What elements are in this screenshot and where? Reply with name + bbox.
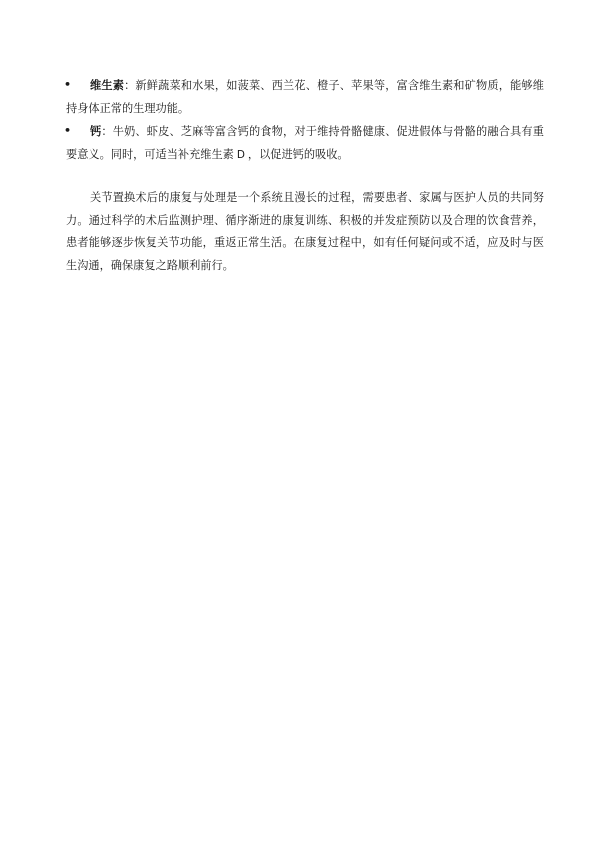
bullet-icon: • [64,78,72,91]
vitamin-letter: D [236,148,245,161]
bullet-term: 钙 [90,124,102,138]
bullet-item-vitamins [66,74,544,120]
bullet-icon: • [64,124,72,137]
bullet-item-calcium [66,120,544,166]
conclusion-paragraph: 关节置换术后的康复与处理是一个系统且漫长的过程，需要患者、家属与医护人员的共同努力。通过科学的术后监测护理、循序渐进的康复训练、积极的并发症预防以及合理的饮食营养，患者能够逐步恢复关节功能，重返正常生活。在康复过程中，如有任何疑问或不适，应及时与医生沟通，确保康复之路顺利前行。 [66,191,544,272]
bullet-text: ：牛奶、虾皮、芝麻等富含钙的食物，对于维持骨骼健康、促进假体与骨骼的融合具有重要意义。同时，可适当补充维生素 [66,125,544,161]
bullet-term: 维生素 [90,78,125,92]
page-content [66,74,544,277]
bullet-text: ：新鲜蔬菜和水果，如菠菜、西兰花、橙子、苹果等，富含维生素和矿物质，能够维持身体正常的生理功能。 [66,79,544,115]
bullet-text-end: ，以促进钙的吸收。 [247,147,349,161]
